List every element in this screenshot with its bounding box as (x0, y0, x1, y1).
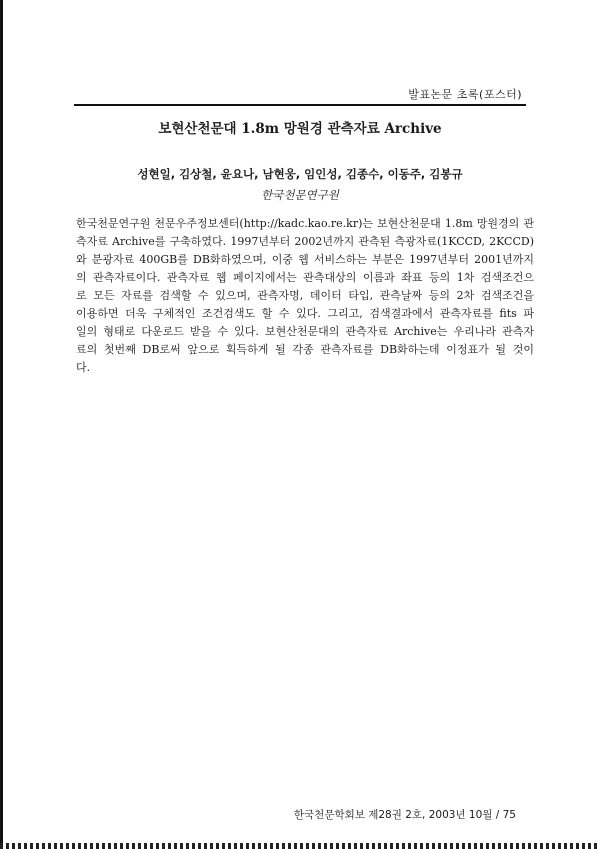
abstract-line: 이용하면 더욱 구체적인 조건검색도 할 수 있다. 그리고, 검색결과에서 관측자료를 fits 파 (76, 307, 534, 320)
scan-border-bottom (0, 843, 600, 849)
page-footer-citation: 한국천문학회보 제28권 2호, 2003년 10월 / 75 (293, 809, 516, 821)
abstract-line: 다. (76, 361, 91, 374)
abstract-line: 의 관측자료이다. 관측자료 웹 페이지에서는 관측대상의 이름과 좌표 등의 1차 검색조건으 (76, 271, 534, 284)
abstract-line: 료의 첫번째 DB로써 앞으로 획득하게 될 각종 관측자료를 DB화하는데 이정표가 될 것이 (76, 343, 534, 356)
abstract-line: 일의 형태로 다운로드 받을 수 있다. 보현산천문대의 관측자료 Archive는 우리나라 관측자 (76, 325, 534, 338)
section-label: 발표논문 초록(포스터) (408, 88, 522, 101)
paper-title: 보현산천문대 1.8m 망원경 관측자료 Archive (158, 121, 442, 137)
affiliation: 한국천문연구원 (261, 188, 339, 202)
abstract-line: 로 모든 자료를 검색할 수 있으며, 관측자명, 데이터 타입, 관측날짜 등의 2차 검색조건을 (76, 289, 534, 302)
abstract-line: 와 분광자료 400GB를 DB화하였으며, 이중 웹 서비스하는 부분은 1997년부터 2001년까지 (76, 253, 534, 266)
abstract-line: 한국천문연구원 천문우주정보센터(http://kadc.kao.re.kr)는 보현산천문대 1.8m 망원경의 관 (76, 217, 534, 230)
header-rule (74, 104, 526, 106)
abstract-body (76, 215, 534, 377)
abstract-line: 측자료 Archive를 구축하였다. 1997년부터 2002년까지 관측된 측광자료(1KCCD, 2KCCD) (76, 235, 534, 248)
author-list: 성현일, 김상철, 윤요나, 남현웅, 임인성, 김종수, 이동주, 김봉규 (137, 167, 463, 181)
